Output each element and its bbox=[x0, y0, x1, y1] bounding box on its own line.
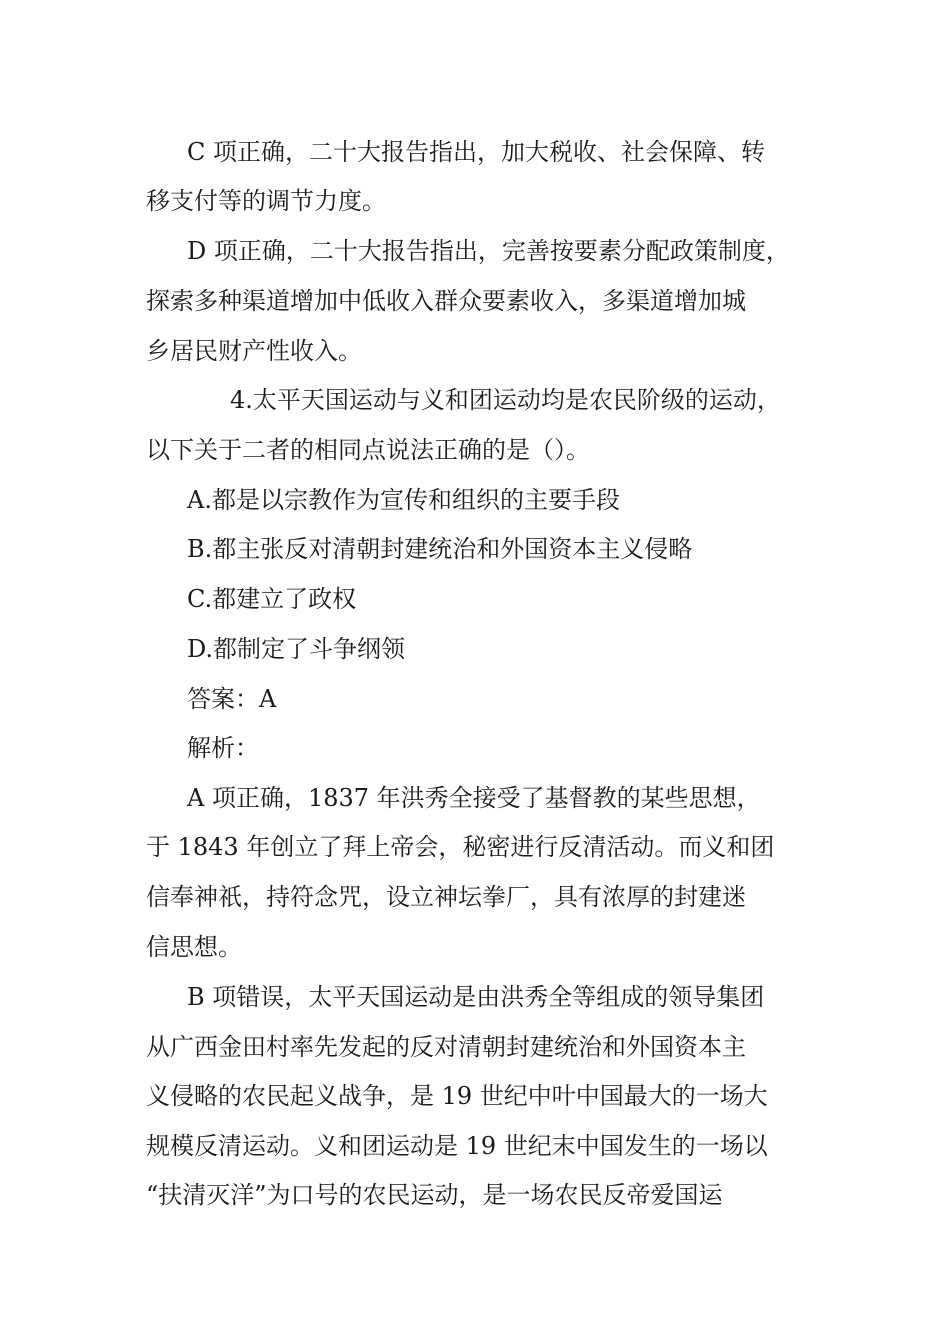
paragraph-line: 探索多种渠道增加中低收入群众要素收入，多渠道增加城 bbox=[146, 287, 746, 315]
paragraph-line: 移支付等的调节力度。 bbox=[146, 187, 386, 215]
question-line: 以下关于二者的相同点说法正确的是（）。 bbox=[146, 436, 590, 464]
paragraph-line: “扶清灭洋”为口号的农民运动，是一场农民反帝爱国运 bbox=[146, 1181, 723, 1209]
option-a: A.都是以宗教作为宣传和组织的主要手段 bbox=[187, 486, 620, 514]
option-d: D.都制定了斗争纲领 bbox=[187, 635, 406, 663]
option-b: B.都主张反对清朝封建统治和外国资本主义侵略 bbox=[187, 535, 693, 563]
analysis-label: 解析： bbox=[187, 734, 259, 762]
paragraph-line: 于 1843 年创立了拜上帝会，秘密进行反清活动。而义和团 bbox=[146, 833, 775, 861]
paragraph-line: D 项正确，二十大报告指出，完善按要素分配政策制度， bbox=[187, 237, 790, 265]
paragraph-line: 义侵略的农民起义战争，是 19 世纪中叶中国最大的一场大 bbox=[146, 1082, 768, 1110]
paragraph-line: 规模反清运动。义和团运动是 19 世纪末中国发生的一场以 bbox=[146, 1132, 768, 1160]
answer-line: 答案：A bbox=[187, 685, 277, 713]
option-c: C.都建立了政权 bbox=[187, 585, 357, 613]
paragraph-line: B 项错误，太平天国运动是由洪秀全等组成的领导集团 bbox=[187, 983, 765, 1011]
paragraph-line: A 项正确，1837 年洪秀全接受了基督教的某些思想， bbox=[187, 784, 761, 812]
paragraph-line: C 项正确，二十大报告指出，加大税收、社会保障、转 bbox=[187, 138, 765, 166]
question-line: 4.太平天国运动与义和团运动均是农民阶级的运动， bbox=[230, 386, 781, 414]
paragraph-line: 乡居民财产性收入。 bbox=[146, 337, 362, 365]
paragraph-line: 从广西金田村率先发起的反对清朝封建统治和外国资本主 bbox=[146, 1033, 746, 1061]
paragraph-line: 信奉神祇，持符念咒，设立神坛拳厂，具有浓厚的封建迷 bbox=[146, 883, 746, 911]
paragraph-line: 信思想。 bbox=[146, 933, 242, 961]
